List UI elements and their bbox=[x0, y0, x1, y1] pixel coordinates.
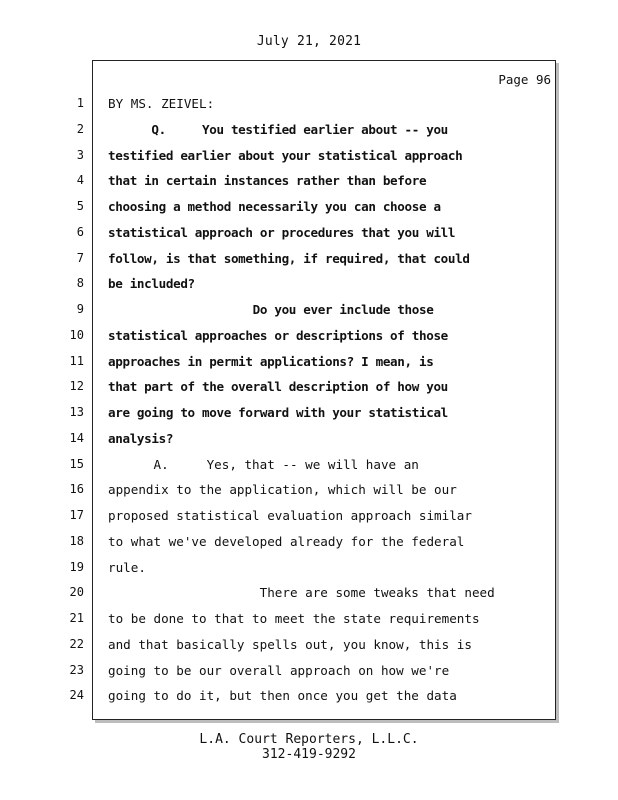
transcript-line: follow, is that something, if required, that could bbox=[108, 250, 470, 266]
line-number: 10 bbox=[69, 327, 84, 342]
line-number: 8 bbox=[76, 276, 84, 291]
transcript-line: that in certain instances rather than before bbox=[108, 173, 427, 189]
line-number: 3 bbox=[76, 147, 84, 162]
line-number: 23 bbox=[69, 662, 84, 677]
line-number: 5 bbox=[76, 199, 84, 213]
line-number: 11 bbox=[69, 353, 84, 368]
line-number: 7 bbox=[76, 250, 84, 265]
transcript-line: analysis? bbox=[108, 430, 174, 446]
line-number: 13 bbox=[69, 405, 84, 419]
transcript-line: A. Yes, that -- we will have an bbox=[108, 456, 419, 472]
line-number: 12 bbox=[69, 379, 84, 394]
header-date: July 21, 2021 bbox=[256, 34, 362, 49]
transcript-line: to be done to that to meet the state requirements bbox=[108, 611, 480, 626]
transcript-line: rule. bbox=[108, 559, 146, 575]
transcript-line: proposed statistical evaluation approach similar bbox=[108, 508, 472, 523]
line-number: 15 bbox=[69, 456, 84, 471]
transcript-line: statistical approach or procedures that you will bbox=[108, 224, 456, 240]
footer-phone: 312-419-9292 bbox=[262, 747, 356, 762]
line-number: 4 bbox=[76, 173, 84, 188]
line-number: 24 bbox=[69, 688, 84, 703]
transcript-line: and that basically spells out, you know, this is bbox=[108, 636, 472, 652]
line-number: 18 bbox=[69, 533, 84, 548]
line-number: 1 bbox=[76, 96, 84, 110]
transcript-line: going to do it, but then once you get the data bbox=[108, 688, 457, 704]
line-number: 22 bbox=[69, 636, 84, 651]
line-number: 21 bbox=[69, 611, 84, 625]
transcript-line: Do you ever include those bbox=[108, 302, 434, 317]
transcript-line: are going to move forward with your statistical bbox=[108, 405, 448, 420]
transcript-line: appendix to the application, which will be our bbox=[108, 482, 457, 498]
line-number: 17 bbox=[69, 508, 84, 522]
footer-company: L.A. Court Reporters, L.L.C. bbox=[199, 732, 419, 747]
transcript-line: be included? bbox=[108, 276, 195, 292]
line-number: 16 bbox=[69, 482, 84, 497]
transcript-line: Q. You testified earlier about -- you bbox=[108, 121, 448, 137]
page-number: Page 96 bbox=[498, 72, 551, 87]
line-number: 14 bbox=[69, 430, 84, 445]
line-number: 19 bbox=[69, 559, 84, 574]
transcript-line: to what we've developed already for the federal bbox=[108, 533, 465, 549]
transcript-line: approaches in permit applications? I mean, is bbox=[108, 353, 434, 369]
line-number: 2 bbox=[76, 121, 84, 136]
transcript-line: BY MS. ZEIVEL: bbox=[108, 96, 215, 111]
transcript-line: that part of the overall description of how you bbox=[108, 379, 448, 395]
transcript-line: going to be our overall approach on how we're bbox=[108, 662, 450, 678]
transcript-line: choosing a method necessarily you can choose a bbox=[108, 199, 441, 214]
transcript-line: testified earlier about your statistical approach bbox=[108, 147, 463, 163]
line-number: 9 bbox=[76, 302, 84, 316]
transcript-line: There are some tweaks that need bbox=[108, 585, 495, 601]
line-number: 20 bbox=[69, 585, 84, 600]
transcript-line: statistical approaches or descriptions of those bbox=[108, 327, 448, 343]
line-number: 6 bbox=[76, 224, 84, 239]
